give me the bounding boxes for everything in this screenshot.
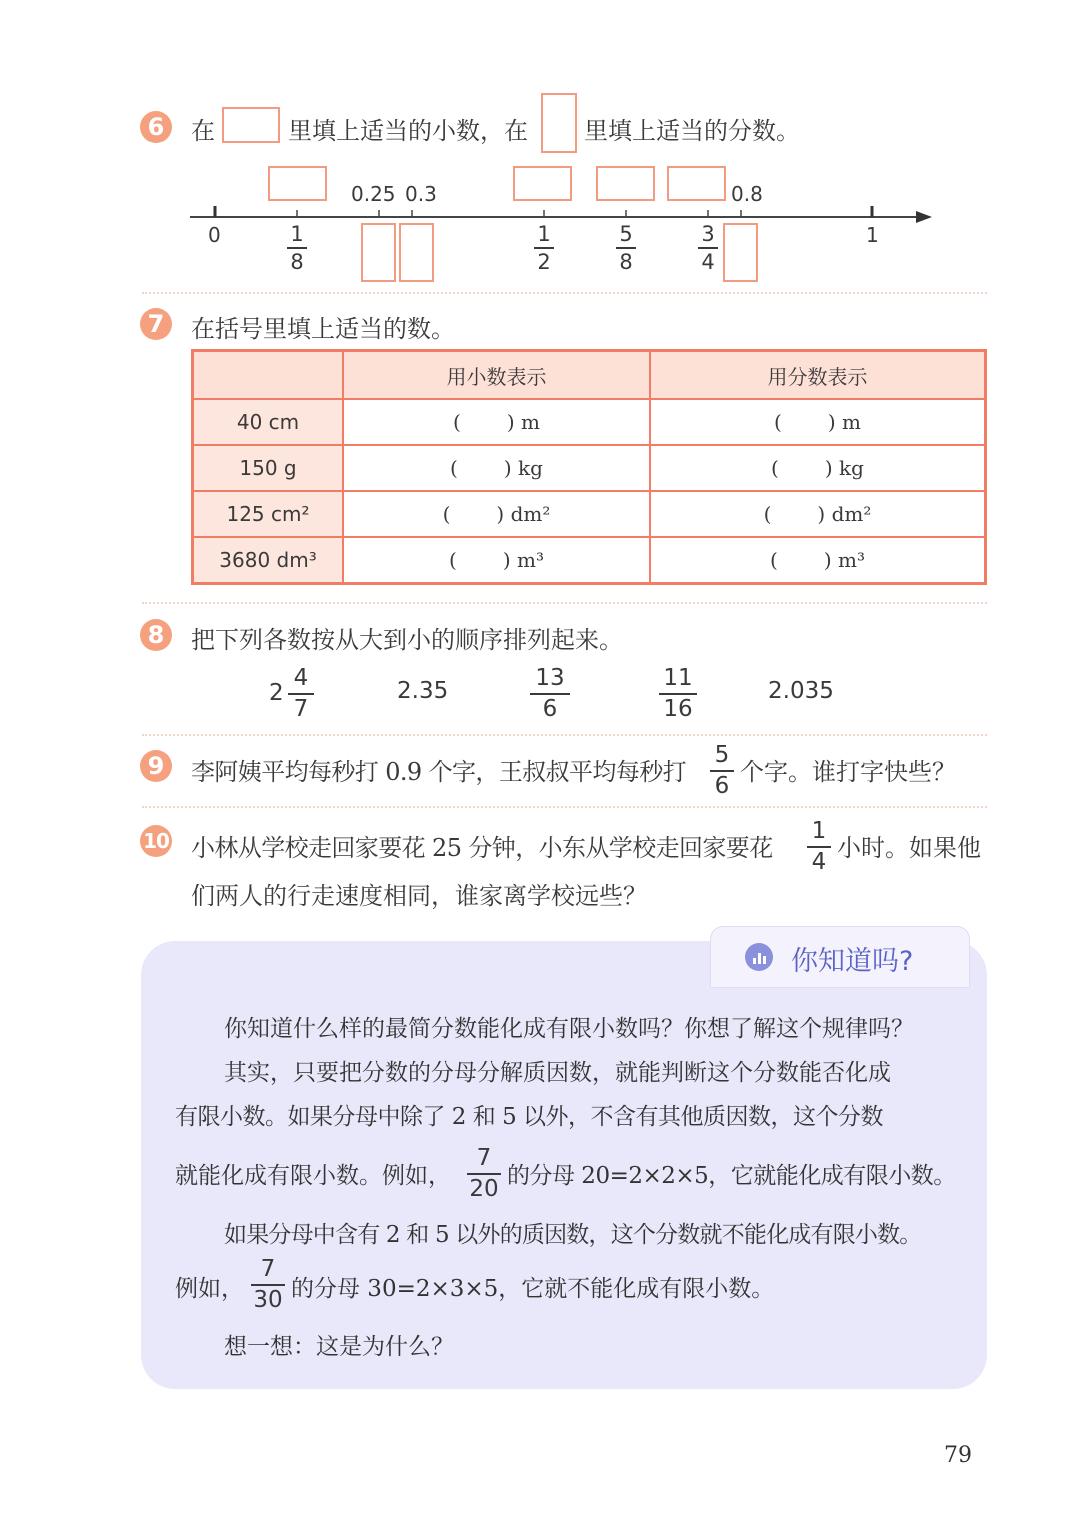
table-row <box>193 537 986 584</box>
table-header-fraction: 用分数表示 <box>650 351 986 400</box>
info-paragraph-2-line-2: 有限小数。如果分母中除了 2 和 5 以外，不含有其他质因数，这个分数 <box>175 1104 884 1130</box>
number-2.035: 2.035 <box>768 678 834 704</box>
question-number-8: 8 <box>140 619 172 651</box>
numberline-label-0.8: 0.8 <box>731 182 763 206</box>
numberline-label-one: 1 <box>866 223 879 247</box>
decimal-blank[interactable]: ( ) m <box>343 399 650 445</box>
numberline-fraction: 3 4 <box>698 222 718 274</box>
page-number: 79 <box>944 1443 972 1468</box>
q8-text: 把下列各数按从大到小的顺序排列起来。 <box>191 626 623 654</box>
info-paragraph-4: 想一想：这是为什么？ <box>224 1334 454 1360</box>
fraction-answer-box[interactable] <box>723 223 758 282</box>
decimal-answer-box[interactable] <box>667 166 726 201</box>
info-paragraph-3-line-1: 如果分母中含有 2 和 5 以外的质因数，这个分数就不能化成有限小数。 <box>224 1222 922 1248</box>
q6-text-a: 在 <box>191 117 215 145</box>
number-2.35: 2.35 <box>397 678 449 704</box>
did-you-know-title: 你知道吗? <box>791 946 914 977</box>
decimal-answer-box[interactable] <box>596 166 655 201</box>
decimal-blank[interactable]: ( ) dm² <box>343 491 650 537</box>
numberline-fraction: 5 8 <box>616 222 636 274</box>
fraction-13-6: 13 6 <box>530 665 570 723</box>
row-label: 3680 dm³ <box>193 537 344 584</box>
table-row <box>193 491 986 537</box>
decimal-blank[interactable]: ( ) m³ <box>343 537 650 584</box>
info-paragraph-3-line-2b: 的分母 30=2×3×5，它就不能化成有限小数。 <box>291 1276 775 1302</box>
question-number-6: 6 <box>140 111 172 143</box>
numberline-label-zero: 0 <box>208 223 221 247</box>
fraction-blank[interactable]: ( ) dm² <box>650 491 986 537</box>
section-divider <box>142 806 987 808</box>
mixed-number-fraction: 4 7 <box>288 665 314 723</box>
decimal-blank[interactable]: ( ) kg <box>343 445 650 491</box>
numberline-label-0.3: 0.3 <box>405 182 437 206</box>
q9-text-a: 李阿姨平均每秒打 0.9 个字，王叔叔平均每秒打 <box>191 758 687 786</box>
fraction-blank[interactable]: ( ) m³ <box>650 537 986 584</box>
fraction-blank[interactable]: ( ) m <box>650 399 986 445</box>
fraction-answer-box[interactable] <box>361 223 396 282</box>
q10-text-c: 们两人的行走速度相同，谁家离学校远些？ <box>191 882 647 910</box>
table-header-decimal: 用小数表示 <box>343 351 650 400</box>
info-paragraph-2-line-3a: 就能化成有限小数。例如， <box>175 1163 451 1189</box>
table-row <box>193 399 986 445</box>
info-paragraph-3-line-2a: 例如， <box>175 1276 244 1302</box>
q7-text: 在括号里填上适当的数。 <box>191 315 455 343</box>
decimal-answer-box[interactable] <box>268 166 327 201</box>
unit-conversion-table <box>191 349 987 585</box>
decimal-answer-box[interactable] <box>513 166 572 201</box>
question-number-9: 9 <box>140 750 172 782</box>
section-divider <box>142 734 987 736</box>
mixed-number-whole: 2 <box>269 680 284 706</box>
table-header-corner <box>193 351 344 400</box>
fraction-answer-box[interactable] <box>399 223 434 282</box>
section-divider <box>142 602 987 604</box>
fraction-blank[interactable]: ( ) kg <box>650 445 986 491</box>
row-label: 40 cm <box>193 399 344 445</box>
row-label: 125 cm² <box>193 491 344 537</box>
numberline-fraction: 1 2 <box>534 222 554 274</box>
q10-text-b: 小时。如果他 <box>837 834 981 862</box>
info-paragraph-2-line-3b: 的分母 20=2×2×5，它就能化成有限小数。 <box>507 1163 956 1189</box>
table-row <box>193 445 986 491</box>
table-header-row <box>193 351 986 400</box>
numberline-fraction: 1 8 <box>287 222 307 274</box>
section-divider <box>142 292 987 294</box>
q6-text-b: 里填上适当的小数，在 <box>288 117 528 145</box>
q9-text-b: 个字。谁打字快些？ <box>740 758 956 786</box>
info-paragraph-2-line-1: 其实，只要把分数的分母分解质因数，就能判断这个分数能否化成 <box>224 1060 891 1086</box>
numberline-label-0.25: 0.25 <box>351 182 396 206</box>
example-fraction-7-30: 7 30 <box>251 1256 285 1314</box>
q6-text-c: 里填上适当的分数。 <box>584 117 800 145</box>
question-number-10: 10 <box>140 825 172 857</box>
example-fraction-7-20: 7 20 <box>467 1145 501 1203</box>
info-paragraph-1: 你知道什么样的最简分数能化成有限小数吗？你想了解这个规律吗？ <box>224 1016 914 1042</box>
question-number-7: 7 <box>140 308 172 340</box>
fraction-11-16: 11 16 <box>659 665 697 723</box>
row-label: 150 g <box>193 445 344 491</box>
q10-text-a: 小林从学校走回家要花 25 分钟，小东从学校走回家要花 <box>191 834 773 862</box>
chart-icon <box>745 943 773 971</box>
q10-fraction: 1 4 <box>807 818 831 876</box>
q9-fraction: 5 6 <box>710 742 734 800</box>
